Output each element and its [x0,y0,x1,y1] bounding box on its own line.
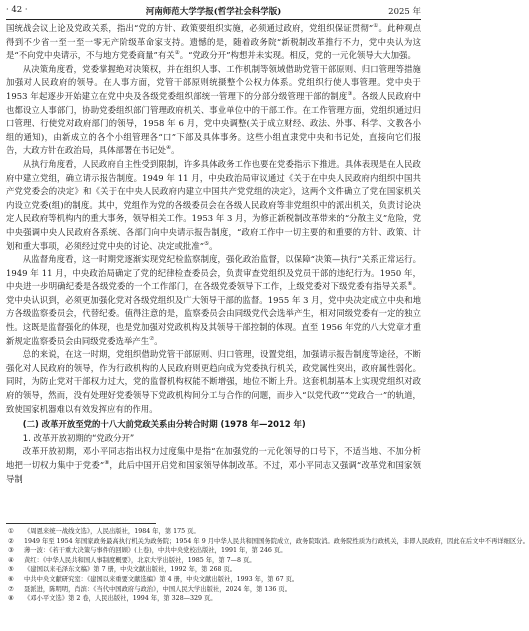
footnote: ① 《周恩来统一战线文选》，人民出版社，1984 年，第 175 页。 [8,528,200,535]
journal-title: 河南师范大学学报(哲学社会科学版) [145,7,282,17]
footnote-ref: ④ [166,145,172,152]
footnote: ⑦ 聂派进，陈明明，肖滨：《当代中国政府与政治》，中国人民大学出版社，2024 年，第 136 页。 [8,585,292,593]
paragraph-execution: 从执行角度看，人民政府自主性受到限制，许多具体政务工作也要在党委指示下推进。具体表现是在人民政府中建立党组，确立请示报告制度。1949 年 11 月，中央政治局审议通过《关于在中央人民政府内组织中国共产党党委会的决定》和《关于在中央人民政府内建立中国共产党党组的决定》，这两个文件确立了党在国家机关内设立党委(组)的制度。其中，党组作为党的各级委员会在各级人民政府等非党组织中的派出机关，负责讨论决定人民政府等机构内的重大事务，领导相关工作。1953 年 3 月，为修正新税制改革带来的“分散主义”危险，党中央强调中央人民政府各系统、各部门向中央请示报告制度，“政府工作中一切主要的和重要的方针、政策、计划和重大事项，必须经过党中央的讨论、决定或批准”⑤。 [6,158,421,251]
paragraph-decision: 从决策角度看，党委掌握绝对决策权，并在组织人事、工作机制等领域借助党管干部原则、归口管理等措施加强对人民政府的领导。在人事方面，党管干部原则统摄整个公权力体系。党组织行使人事管理。党中央于 1953 年起逐步开始建立在党中央及各级党委组织部统一管理下的分部分级管理干部的制度③。各级人民政府中也都设立人事部门，协助党委组织部门管理政府机关、事业单位中的干部工作。在工作管理方面，党组织通过归口管理、行使党对政府部门的领导，1958 年 6 月，党中央调整(关于成立财经、政法、外事、科学、文教各小组的通知)，由新成立的各个小组管理各“口”下部及具体事务。这些小组直隶党中央和书记处，直接向它们报告，大政方针在政治局，具体部署在书记处④。 [6,63,422,156]
paragraph-summary: 总的来说，在这一时期，党组织借助党管干部原则、归口管理，设置党组，加强请示报告制度等途径，不断强化对人民政府的领导，作为行政机构的人民政府则更趋向成为党委执行机关，政党属性突出，政府属性弱化。同时，为防止党对干部权力过大，党的监督机构权能不断增强，地位不断上升。这套机制基本上实现党组织对政府的领导，然而，没有处理好党委领导下党政机构间分工与合作的问题，而步入“以党代政”“党政合一”的轨道，致使国家机器难以有效发挥应有的作用。 [6,349,421,414]
footnote-ref: ③ [347,91,353,98]
footnote: ③ 薄一波：《若干重大决策与事件的回顾》(上卷)，中共中央党校出版社，1991 年，第 246 页。 [8,547,287,555]
footnote-ref: ⑤ [204,240,210,247]
paragraph-reform: 改革开放初期，邓小平同志指出权力过度集中是指“在加强党的一元化领导的口号下，不适当地、不加分析地把一切权力集中于党委”⑧，此后中国开启党和国家领导体制改革。不过，邓小平同志又强调“改革党和国家领导制 [6,446,421,484]
article-body [6,22,421,486]
footnote: ⑤ 《建国以来毛泽东文稿》第 7 册，中央文献出版社，1992 年，第 268 页。 [8,566,237,574]
running-header [6,3,421,20]
footnote: ⑥ 中共中央文献研究室：《建国以来重要文献选编》第 4 册，中央文献出版社，1993 年，第 67 页。 [8,575,299,583]
footnote: ⑧ 《邓小平文选》第 2 卷，人民出版社，1994 年，第 328—329 页。 [8,595,217,603]
footnote: ④ 黄红：《中华人民共和国人事制度概要》，北京大学出版社，1985 年，第 7—8 页。 [8,556,256,564]
footnote-ref: ② [174,50,180,57]
publication-year: 2025 年 [388,7,421,17]
subsection-heading: 1. 改革开放初期的“党政分开” [22,432,135,443]
footnote-ref: ① [373,23,379,30]
page-number: · 42 · [6,5,28,15]
section-heading: (二) 改革开放至党的十八大前党政关系由分转合时期 (1978 年—2012 年) [22,419,306,430]
footnote-ref: ⑦ [149,335,155,342]
footnote: ② 1949 年至 1954 年国家政务最高执行机关为政务院；1954 年 9 月中华人民共和国国务院成立，政务院取消。政务院性质为行政机关，非即人民政府，因此在后文中不再详细区分。 [8,537,529,545]
footnote-divider [6,523,156,524]
footnote-ref: ⑥ [407,281,413,288]
paragraph-supervision: 从监督角度看，这一时期党逐渐实现党纪检监察制度，强化政治监督，以保障“决策—执行”关系正常运行。1949 年 11 月，中央政治局确定了党的纪律检查委员会，负责审查党组织及党员干部的违纪行为。1950 年，中央进一步明确纪委是各级党委的一个工作部门，在各级党委领导下工作，上级党委对下级党委有指导关系⑥。党中央认识到，必须更加强化党对各级党组织及广大领导干部的监督。1955 年 3 月，党中央决定成立中央和地方各级监察委员会，代替纪委。值得注意的是，监察委员会由同级党代会选举产生，相对同级党委有一定的独立性。这既是监督强化的体现，也是党加强对党政机构及其领导干部控制的体现。直至 1956 年党的八大党章才重新规定监察委员会由同级党委选举产生⑦。 [6,254,421,346]
paragraph-continuation: 国统战会议上论及党政关系，指出“党的方针、政策要组织实施，必须通过政府，党组织保证贯彻”①。此种观点得到不少省一至一至一零无产阶级革命家支持。遗憾的是，随着政务院“新税制改革推行不力，党中央认为这是“不向党中央请示，不与地方党委商量”有关②。“党政分开”构想并未实现。相反，党的一元化领导大大加强。 [6,23,422,61]
footnote-ref: ⑧ [104,460,110,467]
footnotes [6,523,529,604]
